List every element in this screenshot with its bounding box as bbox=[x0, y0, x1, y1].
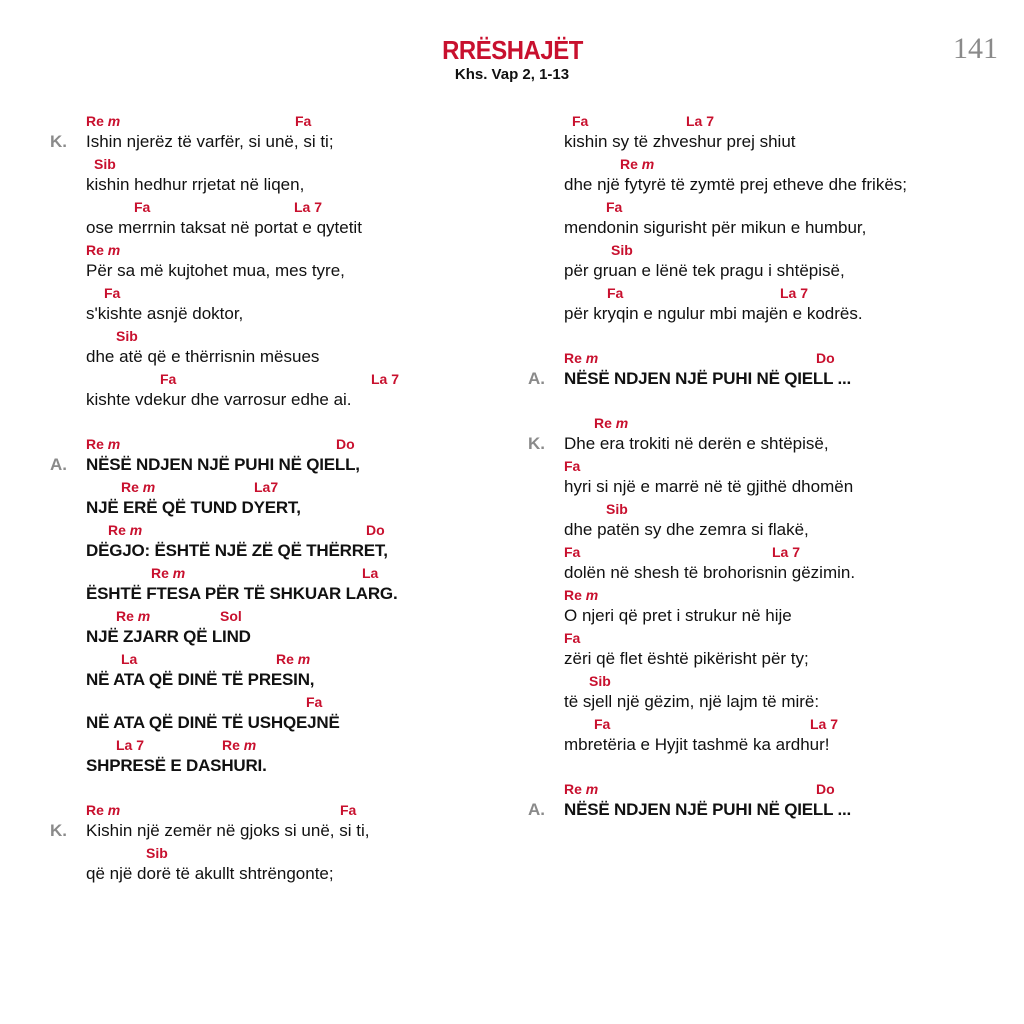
chord-label bbox=[611, 242, 633, 258]
chord-name: Re bbox=[594, 415, 612, 431]
chord-label bbox=[108, 522, 142, 538]
verse-text: për gruan e lënë tek pragu i shtëpisë, bbox=[564, 261, 845, 280]
chord-label bbox=[362, 565, 378, 581]
chord-name: Fa bbox=[134, 199, 151, 215]
chord-label bbox=[86, 242, 120, 258]
chord-row bbox=[86, 605, 490, 626]
verse-text: dolën në shesh të brohorisnin gëzimin. bbox=[564, 563, 856, 582]
chord-label bbox=[564, 458, 580, 474]
chord-name: Sib bbox=[611, 242, 633, 258]
chord-name: Re bbox=[116, 608, 134, 624]
verse-text: Kishin një zemër në gjoks si unë, si ti, bbox=[86, 821, 370, 840]
chord-name: Fa bbox=[340, 802, 357, 818]
refrain-text: NËSË NDJEN NJË PUHI NË QIELL, bbox=[86, 455, 360, 474]
chord-row bbox=[86, 842, 490, 863]
refrain-text: DËGJO: ËSHTË NJË ZË QË THËRRET, bbox=[86, 541, 388, 560]
chord-label bbox=[86, 113, 120, 129]
lyric-line bbox=[50, 562, 490, 605]
verse-text: dhe patën sy dhe zemra si flakë, bbox=[564, 520, 809, 539]
chord-modifier: m bbox=[107, 436, 121, 452]
chord-name: La7 bbox=[254, 479, 279, 495]
chord-label bbox=[306, 694, 322, 710]
lyric-line bbox=[50, 433, 490, 476]
chord-label bbox=[607, 285, 623, 301]
lyric-line bbox=[50, 239, 490, 282]
verse-text: Për sa më kujtohet mua, mes tyre, bbox=[86, 261, 345, 280]
verse-text: Ishin njerëz të varfër, si unë, si ti; bbox=[86, 132, 334, 151]
chord-label bbox=[254, 479, 278, 495]
lyric-line bbox=[50, 648, 490, 691]
lyric-line bbox=[528, 196, 998, 239]
chord-row bbox=[564, 412, 998, 433]
chord-row bbox=[564, 498, 998, 519]
chord-name: Fa bbox=[104, 285, 121, 301]
chord-name: La bbox=[121, 651, 138, 667]
verse-text: dhe atë që e thërrisnin mësues bbox=[86, 347, 320, 366]
chord-label bbox=[564, 781, 598, 797]
chord-modifier: m bbox=[243, 737, 257, 753]
chord-label bbox=[104, 285, 120, 301]
verse-block bbox=[50, 110, 490, 411]
chord-name: Fa bbox=[160, 371, 177, 387]
lyric-line bbox=[528, 498, 998, 541]
chord-row bbox=[564, 670, 998, 691]
chord-row bbox=[564, 713, 998, 734]
chord-row bbox=[564, 455, 998, 476]
song-title: RRËSHAJËT bbox=[441, 35, 583, 65]
lyric-line bbox=[50, 842, 490, 885]
verse-text: zëri që flet është pikërisht për ty; bbox=[564, 649, 809, 668]
lyric-line bbox=[528, 347, 998, 390]
chord-label bbox=[564, 630, 580, 646]
lyric-line bbox=[50, 799, 490, 842]
chord-row bbox=[86, 562, 490, 583]
lyric-line bbox=[50, 196, 490, 239]
refrain-text: NË ATA QË DINË TË USHQEJNË bbox=[86, 713, 340, 732]
chord-name: Fa bbox=[606, 199, 623, 215]
chord-name: La 7 bbox=[294, 199, 323, 215]
lyric-line bbox=[50, 605, 490, 648]
lyric-line bbox=[528, 713, 998, 756]
refrain-text: NËSË NDJEN NJË PUHI NË QIELL ... bbox=[564, 369, 852, 388]
lyric-line bbox=[50, 282, 490, 325]
lyric-line bbox=[528, 239, 998, 282]
chord-name: Re bbox=[86, 802, 104, 818]
lyric-line bbox=[50, 476, 490, 519]
song-header bbox=[0, 36, 1024, 84]
chord-label bbox=[772, 544, 800, 560]
page-number: 141 bbox=[953, 32, 998, 65]
chord-name: Fa bbox=[295, 113, 312, 129]
chord-label bbox=[816, 350, 835, 366]
chord-label bbox=[594, 716, 610, 732]
chord-label bbox=[220, 608, 242, 624]
refrain-text: NËSË NDJEN NJË PUHI NË QIELL ... bbox=[564, 800, 852, 819]
refrain-text: SHPRESË E DASHURI. bbox=[86, 756, 267, 775]
verse-text: O njeri që pret i strukur në hije bbox=[564, 606, 792, 625]
right-column bbox=[528, 110, 998, 843]
chord-row bbox=[86, 196, 490, 217]
chord-modifier: m bbox=[107, 113, 121, 129]
chord-row bbox=[86, 110, 490, 131]
chord-row bbox=[86, 325, 490, 346]
chord-name: Re bbox=[564, 781, 582, 797]
chord-name: Sol bbox=[220, 608, 242, 624]
chord-row bbox=[564, 239, 998, 260]
chord-name: Re bbox=[564, 587, 582, 603]
lyric-line bbox=[528, 541, 998, 584]
chord-name: La 7 bbox=[686, 113, 715, 129]
chord-label bbox=[121, 651, 137, 667]
chord-row bbox=[86, 239, 490, 260]
chord-label bbox=[94, 156, 116, 172]
chord-name: Re bbox=[121, 479, 139, 495]
verse-block bbox=[528, 110, 998, 325]
refrain-block bbox=[528, 778, 998, 821]
chord-label bbox=[564, 587, 598, 603]
chord-row bbox=[86, 648, 490, 669]
chord-label bbox=[620, 156, 654, 172]
chord-row bbox=[86, 519, 490, 540]
verse-text: Dhe era trokiti në derën e shtëpisë, bbox=[564, 434, 829, 453]
chord-label bbox=[134, 199, 150, 215]
chord-modifier: m bbox=[615, 415, 629, 431]
chord-modifier: m bbox=[142, 479, 156, 495]
verse-text: mendonin sigurisht për mikun e humbur, bbox=[564, 218, 867, 237]
chord-name: Re bbox=[86, 113, 104, 129]
chord-name: Re bbox=[276, 651, 294, 667]
chord-name: Do bbox=[816, 781, 835, 797]
lyric-line bbox=[528, 412, 998, 455]
refrain-text: NJË ZJARR QË LIND bbox=[86, 627, 251, 646]
chord-name: Fa bbox=[564, 544, 581, 560]
chord-row bbox=[86, 476, 490, 497]
chord-label bbox=[572, 113, 588, 129]
chord-name: La 7 bbox=[772, 544, 801, 560]
chord-label bbox=[222, 737, 256, 753]
chord-label bbox=[810, 716, 838, 732]
verse-text: dhe një fytyrë të zymtë prej etheve dhe frikës; bbox=[564, 175, 908, 194]
chord-label bbox=[780, 285, 808, 301]
section-marker: A. bbox=[528, 369, 545, 388]
chord-label bbox=[116, 737, 144, 753]
left-column bbox=[50, 110, 490, 907]
section-marker: A. bbox=[50, 455, 67, 474]
chord-name: Re bbox=[86, 436, 104, 452]
chord-label bbox=[816, 781, 835, 797]
verse-text: kishin sy të zhveshur prej shiut bbox=[564, 132, 796, 151]
chord-name: La 7 bbox=[116, 737, 145, 753]
chord-label bbox=[336, 436, 355, 452]
lyric-line bbox=[50, 153, 490, 196]
chord-name: Fa bbox=[594, 716, 611, 732]
section-marker: K. bbox=[50, 132, 67, 151]
chord-name: Fa bbox=[607, 285, 624, 301]
refrain-block bbox=[50, 433, 490, 777]
chord-row bbox=[564, 627, 998, 648]
lyric-line bbox=[50, 734, 490, 777]
chord-label bbox=[146, 845, 168, 861]
chord-name: Re bbox=[86, 242, 104, 258]
lyric-line bbox=[528, 455, 998, 498]
chord-name: Sib bbox=[116, 328, 138, 344]
chord-label bbox=[594, 415, 628, 431]
chord-row bbox=[86, 799, 490, 820]
refrain-text: NJË ERË QË TUND DYERT, bbox=[86, 498, 301, 517]
chord-label bbox=[366, 522, 385, 538]
chord-modifier: m bbox=[585, 781, 599, 797]
refrain-text: NË ATA QË DINË TË PRESIN, bbox=[86, 670, 315, 689]
chord-name: La bbox=[362, 565, 379, 581]
lyric-line bbox=[50, 368, 490, 411]
chord-label bbox=[686, 113, 714, 129]
verse-text: hyri si një e marrë në të gjithë dhomën bbox=[564, 477, 854, 496]
lyric-line bbox=[528, 110, 998, 153]
chord-label bbox=[589, 673, 611, 689]
verse-block bbox=[50, 799, 490, 885]
chord-row bbox=[564, 110, 998, 131]
verse-text: ose merrnin taksat në portat e qytetit bbox=[86, 218, 362, 237]
section-marker: K. bbox=[528, 434, 545, 453]
chord-label bbox=[121, 479, 155, 495]
chord-row bbox=[564, 541, 998, 562]
chord-modifier: m bbox=[585, 350, 599, 366]
chord-label bbox=[295, 113, 311, 129]
chord-name: Re bbox=[222, 737, 240, 753]
lyric-line bbox=[528, 153, 998, 196]
refrain-text: ËSHTË FTESA PËR TË SHKUAR LARG. bbox=[86, 584, 398, 603]
chord-label bbox=[340, 802, 356, 818]
chord-modifier: m bbox=[585, 587, 599, 603]
chord-name: Do bbox=[366, 522, 385, 538]
chord-row bbox=[86, 433, 490, 454]
chord-label bbox=[86, 802, 120, 818]
song-reference: Khs. Vap 2, 1-13 bbox=[454, 66, 570, 83]
verse-text: kishin hedhur rrjetat në liqen, bbox=[86, 175, 305, 194]
chord-label bbox=[606, 501, 628, 517]
lyric-line bbox=[528, 584, 998, 627]
verse-text: mbretëria e Hyjit tashmë ka ardhur! bbox=[564, 735, 830, 754]
chord-name: Sib bbox=[589, 673, 611, 689]
chord-modifier: m bbox=[137, 608, 151, 624]
chord-label bbox=[564, 544, 580, 560]
chord-name: La 7 bbox=[371, 371, 400, 387]
chord-row bbox=[86, 282, 490, 303]
chord-row bbox=[564, 584, 998, 605]
verse-text: s'kishte asnjë doktor, bbox=[86, 304, 244, 323]
chord-label bbox=[116, 608, 150, 624]
chord-label bbox=[151, 565, 185, 581]
lyric-line bbox=[50, 110, 490, 153]
chord-modifier: m bbox=[641, 156, 655, 172]
chord-name: Fa bbox=[564, 630, 581, 646]
chord-name: Re bbox=[108, 522, 126, 538]
section-marker: A. bbox=[528, 800, 545, 819]
refrain-block bbox=[528, 347, 998, 390]
chord-name: Do bbox=[816, 350, 835, 366]
chord-row bbox=[564, 778, 998, 799]
chord-modifier: m bbox=[297, 651, 311, 667]
chord-name: Re bbox=[151, 565, 169, 581]
verse-text: për kryqin e ngulur mbi majën e kodrës. bbox=[564, 304, 863, 323]
chord-modifier: m bbox=[107, 242, 121, 258]
verse-text: të sjell një gëzim, një lajm të mirë: bbox=[564, 692, 820, 711]
chord-label bbox=[564, 350, 598, 366]
chord-row bbox=[564, 347, 998, 368]
chord-name: Fa bbox=[572, 113, 589, 129]
chord-row bbox=[86, 368, 490, 389]
verse-block bbox=[528, 412, 998, 756]
chord-name: Re bbox=[620, 156, 638, 172]
verse-text: që një dorë të akullt shtrëngonte; bbox=[86, 864, 334, 883]
chord-label bbox=[606, 199, 622, 215]
chord-name: Re bbox=[564, 350, 582, 366]
chord-row bbox=[564, 153, 998, 174]
chord-name: Fa bbox=[306, 694, 323, 710]
lyric-line bbox=[50, 325, 490, 368]
chord-name: La 7 bbox=[810, 716, 839, 732]
lyric-line bbox=[528, 670, 998, 713]
lyric-line bbox=[528, 282, 998, 325]
chord-name: Fa bbox=[564, 458, 581, 474]
chord-label bbox=[294, 199, 322, 215]
chord-label bbox=[276, 651, 310, 667]
chord-modifier: m bbox=[172, 565, 186, 581]
chord-row bbox=[86, 691, 490, 712]
chord-modifier: m bbox=[129, 522, 143, 538]
chord-name: Sib bbox=[606, 501, 628, 517]
lyric-line bbox=[50, 691, 490, 734]
chord-label bbox=[371, 371, 399, 387]
lyric-line bbox=[50, 519, 490, 562]
lyric-line bbox=[528, 627, 998, 670]
chord-name: Do bbox=[336, 436, 355, 452]
chord-name: Sib bbox=[94, 156, 116, 172]
chord-name: Sib bbox=[146, 845, 168, 861]
chord-label bbox=[116, 328, 138, 344]
chord-name: La 7 bbox=[780, 285, 809, 301]
chord-row bbox=[564, 196, 998, 217]
chord-label bbox=[86, 436, 120, 452]
lyric-line bbox=[528, 778, 998, 821]
verse-text: kishte vdekur dhe varrosur edhe ai. bbox=[86, 390, 352, 409]
chord-row bbox=[86, 734, 490, 755]
chord-modifier: m bbox=[107, 802, 121, 818]
chord-row bbox=[86, 153, 490, 174]
chord-label bbox=[160, 371, 176, 387]
section-marker: K. bbox=[50, 821, 67, 840]
chord-row bbox=[564, 282, 998, 303]
